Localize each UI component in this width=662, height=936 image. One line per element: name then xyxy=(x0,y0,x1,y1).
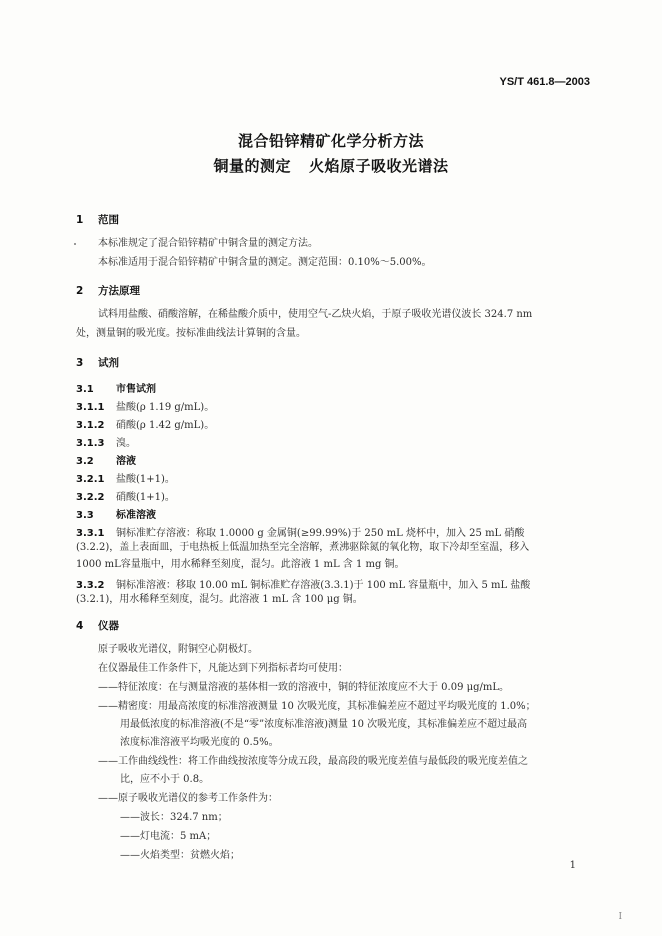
subsection-title: 溶液 xyxy=(116,456,136,467)
paragraph-line: 在仪器最佳工作条件下，凡能达到下列指标者均可使用： xyxy=(98,663,348,674)
condition-item: ——火焰类型：贫燃火焰； xyxy=(120,850,240,861)
condition-item: ——灯电流：5 mA； xyxy=(120,831,217,842)
section-2-heading xyxy=(76,283,140,298)
paragraph-line: 1000 mL容量瓶中，用水稀释至刻度，混匀。此溶液 1 mL 含 1 mg 铜。 xyxy=(76,559,405,570)
clause-number: 3.2.1 xyxy=(76,474,105,485)
clause-3-2-1 xyxy=(76,470,175,485)
paragraph-line: (3.2.2)，盖上表面皿，于电热板上低温加热至完全溶解，煮沸驱除氮的氧化物，取下冷却至室温，移入 xyxy=(76,542,530,553)
condition-item: ——波长：324.7 nm； xyxy=(120,812,228,823)
paragraph-line: 比，应不小于 0.8。 xyxy=(120,774,210,785)
clause-text: 盐酸(1+1)。 xyxy=(116,474,175,485)
clause-number: 3.2.2 xyxy=(76,492,105,503)
paragraph-line: 试料用盐酸、硝酸溶解，在稀盐酸介质中，使用空气-乙炔火焰，于原子吸收光谱仪波长 324.7 nm xyxy=(98,309,533,320)
subsection-title: 市售试剂 xyxy=(116,384,156,395)
subsection-number: 3.2 xyxy=(76,456,94,467)
requirement-item: ——原子吸收光谱仪的参考工作条件为： xyxy=(98,793,278,804)
paragraph-line: (3.2.1)，用水稀释至刻度，混匀。此溶液 1 mL 含 100 μg 铜。 xyxy=(76,594,363,605)
clause-3-1-3 xyxy=(76,434,136,449)
subtitle-part-left: 铜量的测定 xyxy=(213,157,291,175)
section-number: 4 xyxy=(76,620,84,632)
requirement-item: ——工作曲线线性：将工作曲线按浓度等分成五段，最高段的吸光度差值与最低段的吸光度差值之 xyxy=(98,756,528,767)
subsection-number: 3.3 xyxy=(76,510,94,521)
paragraph-line: 本标准适用于混合铅锌精矿中铜含量的测定。测定范围：0.10%～5.00%。 xyxy=(98,257,432,268)
clause-3-1-1 xyxy=(76,398,214,413)
subsection-3-2-heading xyxy=(76,452,136,467)
section-title: 范围 xyxy=(98,214,119,226)
paragraph-line: 本标准规定了混合铅锌精矿中铜含量的测定方法。 xyxy=(98,238,318,249)
clause-text: 硝酸(ρ 1.42 g/mL)。 xyxy=(116,420,215,431)
requirement-item: ——特征浓度：在与测量溶液的基体相一致的溶液中，铜的特征浓度应不大于 0.09 μg/mL。 xyxy=(98,682,510,693)
subsection-3-1-heading xyxy=(76,380,156,395)
clause-3-3-1 xyxy=(76,524,524,539)
clause-text: 铜标准贮存溶液：称取 1.0000 g 金属铜(≥99.99%)于 250 mL 烧杯中，加入 25 mL 硝酸 xyxy=(116,528,525,539)
clause-number: 3.3.2 xyxy=(76,580,105,591)
document-subtitle xyxy=(0,155,662,176)
standard-code: YS/T 461.8—2003 xyxy=(499,76,590,88)
section-number: 1 xyxy=(76,214,84,226)
section-4-heading xyxy=(76,618,119,633)
clause-number: 3.3.1 xyxy=(76,528,105,539)
clause-number: 3.1.1 xyxy=(76,402,105,413)
clause-3-1-2 xyxy=(76,416,214,431)
clause-3-3-2 xyxy=(76,576,530,591)
paragraph-line: 用最低浓度的标准溶液(不是“零”浓度标准溶液)测量 10 次吸光度，其标准偏差应不超过最高 xyxy=(120,719,528,730)
edge-mark: I xyxy=(618,912,622,922)
clause-text: 铜标准溶液：移取 10.00 mL 铜标准贮存溶液(3.3.1)于 100 mL 容量瓶中，加入 5 mL 盐酸 xyxy=(116,580,531,591)
section-title: 仪器 xyxy=(98,620,119,632)
section-title: 方法原理 xyxy=(98,285,140,297)
scan-speck xyxy=(74,243,76,245)
paragraph-line: 处，测量铜的吸光度。按标准曲线法计算铜的含量。 xyxy=(76,328,306,339)
subsection-title: 标准溶液 xyxy=(116,510,156,521)
document-title: 混合铅锌精矿化学分析方法 xyxy=(237,132,424,150)
section-1-heading xyxy=(76,212,119,227)
paragraph-line: 原子吸收光谱仪，附铜空心阴极灯。 xyxy=(98,644,258,655)
section-title: 试剂 xyxy=(98,357,119,369)
paragraph-line: 浓度标准溶液平均吸光度的 0.5%。 xyxy=(120,737,279,748)
clause-text: 溴。 xyxy=(116,438,136,449)
section-number: 2 xyxy=(76,285,84,297)
clause-number: 3.1.2 xyxy=(76,420,105,431)
section-number: 3 xyxy=(76,357,84,369)
requirement-item: ——精密度：用最高浓度的标准溶液测量 10 次吸光度，其标准偏差应不超过平均吸光度的 1.0%； xyxy=(98,701,536,712)
subsection-number: 3.1 xyxy=(76,384,94,395)
subsection-3-3-heading xyxy=(76,506,156,521)
section-3-heading xyxy=(76,355,119,370)
clause-text: 硝酸(1+1)。 xyxy=(116,492,175,503)
clause-number: 3.1.3 xyxy=(76,438,105,449)
page-number: 1 xyxy=(569,860,576,871)
subtitle-part-right: 火焰原子吸收光谱法 xyxy=(309,157,449,175)
clause-3-2-2 xyxy=(76,488,175,503)
clause-text: 盐酸(ρ 1.19 g/mL)。 xyxy=(116,402,215,413)
